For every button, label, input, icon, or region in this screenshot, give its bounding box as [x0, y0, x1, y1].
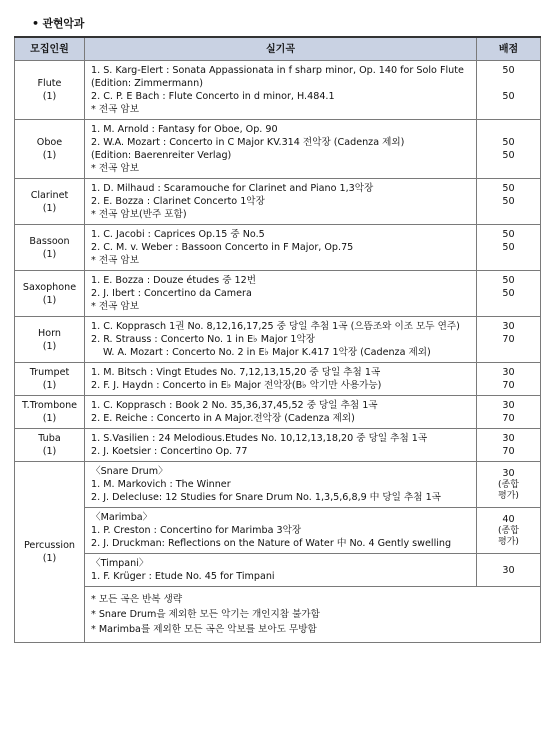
piece-line: 2. C. P. E Bach : Flute Concerto in d minor, H.484.1	[91, 91, 335, 102]
header-pieces: 실기곡	[85, 37, 477, 61]
score-value: 50	[502, 229, 515, 240]
instrument-name: Bassoon	[29, 235, 70, 247]
instrument-cell	[15, 61, 85, 120]
instrument-count: (1)	[42, 413, 57, 424]
score-value: 50	[502, 275, 515, 286]
piece-line: 2. W.A. Mozart : Concerto in C Major KV.314 전악장 (Cadenza 제외)	[91, 137, 405, 148]
pieces-cell	[85, 462, 477, 508]
instrument-count: (1)	[42, 150, 57, 161]
table-row-percussion-snare	[15, 462, 541, 508]
table-row-percussion-marimba	[15, 508, 541, 554]
piece-line: 1. C. Jacobi : Caprices Op.15 중 No.5	[91, 229, 265, 240]
piece-line: 2. J. Ibert : Concertino da Camera	[91, 288, 252, 299]
score-cell	[477, 462, 541, 508]
score-cell	[477, 317, 541, 363]
pieces-cell	[85, 225, 477, 271]
pieces-cell	[85, 61, 477, 120]
header-recruit: 모집인원	[15, 37, 85, 61]
score-value: 30	[502, 433, 515, 444]
instrument-cell	[15, 363, 85, 396]
table-header-row	[15, 37, 541, 61]
score-value: 30	[502, 468, 515, 479]
instrument-count: (1)	[42, 202, 57, 214]
piece-line: 1. M. Arnold : Fantasy for Oboe, Op. 90	[91, 124, 278, 135]
instrument-name: Clarinet	[30, 189, 69, 201]
table-row-horn	[15, 317, 541, 363]
piece-group-title: 〈Timpani〉	[91, 558, 149, 569]
instrument-count: (1)	[42, 340, 57, 352]
table-row-flute	[15, 61, 541, 120]
score-cell	[477, 225, 541, 271]
table-row-tuba	[15, 429, 541, 462]
table-row-percussion-notes	[15, 587, 541, 643]
score-value: 50	[502, 150, 515, 161]
header-score: 배점	[477, 37, 541, 61]
score-cell	[477, 396, 541, 429]
pieces-cell	[85, 508, 477, 554]
piece-line: 2. F. J. Haydn : Concerto in E♭ Major 전악장(B♭ 악기만 사용가능)	[91, 380, 382, 391]
piece-line: 2. R. Strauss : Concerto No. 1 in E♭ Major 1악장	[91, 334, 316, 345]
instrument-cell	[15, 317, 85, 363]
note-line: * Snare Drum을 제외한 모든 악기는 개인지참 불가함	[91, 609, 320, 620]
instrument-name: T.Trombone	[21, 400, 78, 411]
piece-line: 1. S.Vasilien : 24 Melodious.Etudes No. 10,12,13,18,20 중 당일 추첨 1곡	[91, 433, 428, 444]
score-value: 70	[502, 334, 515, 345]
score-value: 50	[502, 137, 515, 148]
piece-group-title: 〈Marimba〉	[91, 512, 153, 523]
piece-line: 1. S. Karg-Elert : Sonata Appassionata in f sharp minor, Op. 140 for Solo Flute	[91, 65, 464, 76]
score-note: (종합	[498, 480, 519, 490]
table-row-bassoon	[15, 225, 541, 271]
pieces-cell	[85, 363, 477, 396]
pieces-cell	[85, 396, 477, 429]
instrument-count: (1)	[42, 91, 57, 102]
instrument-name: Tuba	[38, 433, 61, 444]
score-value: 50	[502, 242, 515, 253]
score-cell	[477, 554, 541, 587]
pieces-cell	[85, 179, 477, 225]
score-value: 30	[502, 564, 515, 576]
score-cell	[477, 508, 541, 554]
score-value: 70	[502, 380, 515, 391]
instrument-name: Oboe	[36, 137, 63, 148]
piece-line: (Edition: Baerenreiter Verlag)	[91, 150, 232, 161]
piece-line: 1. C. Kopprasch : Book 2 No. 35,36,37,45,52 중 당일 추첨 1곡	[91, 400, 378, 411]
piece-line: 1. P. Creston : Concertino for Marimba 3악장	[91, 525, 302, 536]
score-cell	[477, 179, 541, 225]
instrument-name: Saxophone	[22, 281, 77, 293]
instrument-name: Flute	[37, 78, 62, 89]
score-cell	[477, 429, 541, 462]
instrument-name: Percussion	[23, 540, 76, 551]
instrument-cell	[15, 225, 85, 271]
piece-line: 1. F. Krüger : Etude No. 45 for Timpani	[91, 571, 275, 582]
instrument-cell	[15, 396, 85, 429]
instrument-count: (1)	[42, 446, 57, 457]
table-row-trumpet	[15, 363, 541, 396]
instrument-cell	[15, 271, 85, 317]
pieces-cell	[85, 554, 477, 587]
score-value: 70	[502, 446, 515, 457]
score-cell	[477, 271, 541, 317]
pieces-cell	[85, 271, 477, 317]
instrument-count: (1)	[42, 553, 57, 564]
instrument-cell	[15, 120, 85, 179]
audition-table	[14, 36, 541, 643]
score-value: 50	[502, 91, 515, 102]
table-row-clarinet	[15, 179, 541, 225]
instrument-name: Horn	[38, 327, 61, 339]
note-line: * 모든 곡은 반복 생략	[91, 594, 183, 605]
score-value: 40	[502, 514, 515, 525]
piece-line: * 전곡 암보	[91, 255, 139, 266]
score-cell	[477, 363, 541, 396]
score-value: 50	[502, 183, 515, 194]
note-line: * Marimba를 제외한 모든 곡은 악보를 보아도 무방함	[91, 624, 317, 635]
piece-line: 2. E. Bozza : Clarinet Concerto 1악장	[91, 196, 265, 207]
pieces-cell	[85, 120, 477, 179]
pieces-cell	[85, 317, 477, 363]
table-row-oboe	[15, 120, 541, 179]
piece-line: 2. J. Koetsier : Concertino Op. 77	[91, 446, 248, 457]
score-value: 50	[502, 288, 515, 299]
piece-line: 1. M. Bitsch : Vingt Etudes No. 7,12,13,15,20 중 당일 추첨 1곡	[91, 367, 381, 378]
piece-line: 1. M. Markovich : The Winner	[91, 479, 231, 490]
piece-line: 2. E. Reiche : Concerto in A Major.전악장 (Cadenza 제외)	[91, 413, 355, 424]
instrument-cell	[15, 462, 85, 643]
instrument-count: (1)	[42, 294, 57, 306]
pieces-cell	[85, 429, 477, 462]
piece-line: * 전곡 암보	[91, 301, 139, 312]
piece-group-title: 〈Snare Drum〉	[91, 466, 168, 477]
piece-line: (Edition: Zimmermann)	[91, 78, 203, 89]
piece-line: 1. C. Kopprasch 1권 No. 8,12,16,17,25 중 당일 추첨 1곡 (으뜸조와 이조 모두 연주)	[91, 321, 460, 332]
instrument-cell	[15, 429, 85, 462]
notes-cell	[85, 587, 541, 643]
piece-line: 2. C. M. v. Weber : Bassoon Concerto in F Major, Op.75	[91, 242, 354, 253]
piece-line: 1. D. Milhaud : Scaramouche for Clarinet and Piano 1,3악장	[91, 183, 374, 194]
score-note: 평가)	[498, 491, 519, 501]
instrument-name: Trumpet	[29, 367, 70, 378]
piece-line: 2. J. Druckman: Reflections on the Nature of Water 中 No. 4 Gently swelling	[91, 538, 452, 549]
score-value: 50	[502, 196, 515, 207]
score-cell	[477, 120, 541, 179]
score-cell	[477, 61, 541, 120]
piece-line: 2. J. Delecluse: 12 Studies for Snare Drum No. 1,3,5,6,8,9 中 당일 추첨 1곡	[91, 492, 441, 503]
instrument-count: (1)	[42, 380, 57, 391]
score-value: 30	[502, 321, 515, 332]
piece-line: * 전곡 암보	[91, 104, 139, 115]
piece-line: 1. E. Bozza : Douze études 중 12번	[91, 275, 256, 286]
score-value: 30	[502, 367, 515, 378]
piece-line: W. A. Mozart : Concerto No. 2 in E♭ Major K.417 1악장 (Cadenza 제외)	[103, 347, 431, 358]
score-note: (종합	[498, 526, 519, 536]
score-value: 30	[502, 400, 515, 411]
piece-line: * 전곡 암보(반주 포함)	[91, 209, 187, 220]
table-row-trombone	[15, 396, 541, 429]
piece-line: * 전곡 암보	[91, 163, 139, 174]
instrument-count: (1)	[42, 248, 57, 260]
score-value: 50	[502, 65, 515, 76]
section-title: • 관현악과	[32, 17, 85, 30]
score-note: 평가)	[498, 537, 519, 547]
table-row-percussion-timpani	[15, 554, 541, 587]
score-value: 70	[502, 413, 515, 424]
instrument-cell	[15, 179, 85, 225]
table-row-saxophone	[15, 271, 541, 317]
